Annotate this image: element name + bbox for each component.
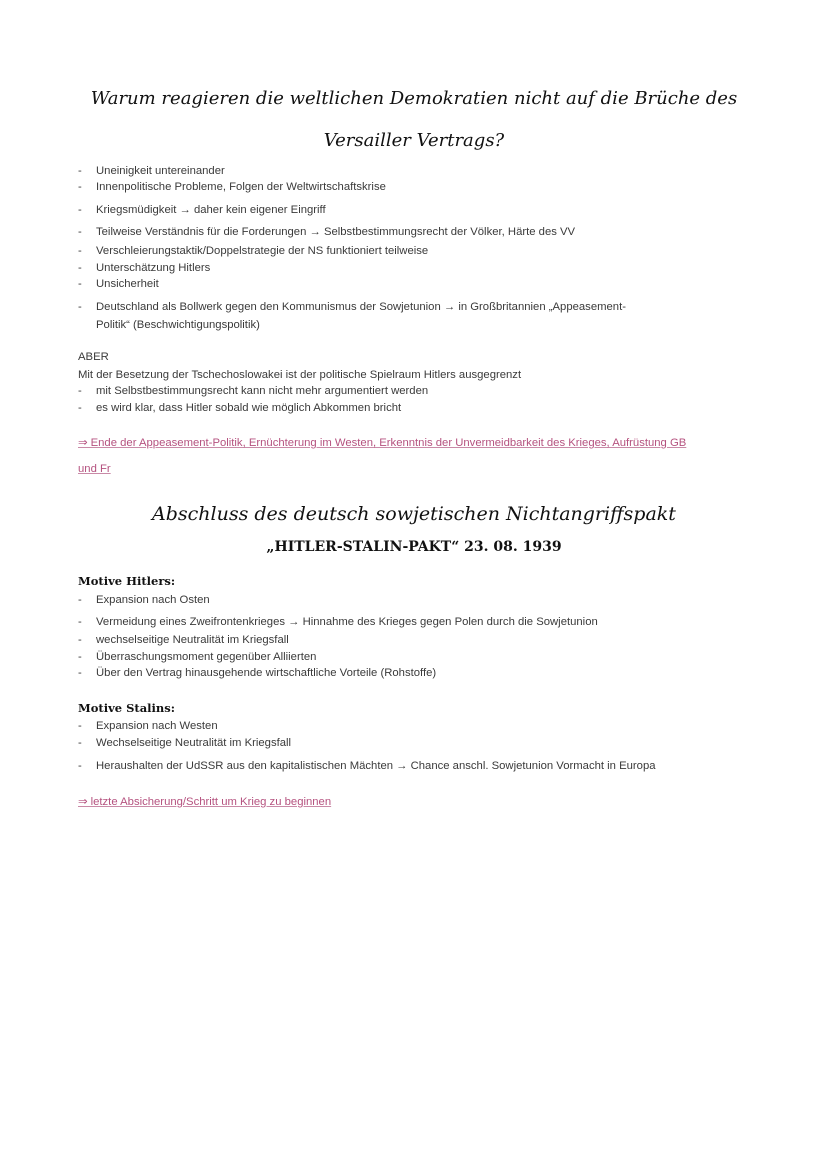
- list-item: - mit Selbstbestimmungsrecht kann nicht mehr argumentiert werden: [78, 385, 429, 397]
- list-item: - Über den Vertrag hinausgehende wirtschaftliche Vorteile (Rohstoffe): [78, 667, 437, 679]
- list-item: - Unsicherheit: [78, 278, 159, 290]
- list-item: - Vermeidung eines Zweifrontenkrieges → Hinnahme des Krieges gegen Polen durch die Sowjetunion: [78, 616, 598, 628]
- list-item: - Teilweise Verständnis für die Forderungen → Selbstbestimmungsrecht der Völker, Härte des VV: [78, 226, 576, 238]
- list-item: - Kriegsmüdigkeit → daher kein eigener Eingriff: [78, 204, 326, 216]
- list-item: - Heraushalten der UdSSR aus den kapitalistischen Mächten → Chance anschl. Sowjetunion Vormacht in Europa: [78, 760, 656, 772]
- title-line-2: Versailler Vertrags?: [323, 130, 505, 151]
- list-item: - wechselseitige Neutralität im Kriegsfall: [78, 634, 289, 646]
- title-line-1: Warum reagieren die weltlichen Demokratien nicht auf die Brüche des: [90, 88, 738, 109]
- list-item: - Expansion nach Westen: [78, 720, 218, 732]
- list-item: - Innenpolitische Probleme, Folgen der Weltwirtschaftskrise: [78, 181, 386, 193]
- conclusion-1: ⇒ Ende der Appeasement-Politik, Ernüchterung im Westen, Erkenntnis der Unvermeidbarkeit des Krieges, Aufrüstung GB: [78, 437, 687, 449]
- section2-subtitle: „HITLER-STALIN-PAKT“ 23. 08. 1939: [266, 539, 562, 555]
- list-item: - es wird klar, dass Hitler sobald wie möglich Abkommen bricht: [78, 402, 402, 414]
- list-item: - Deutschland als Bollwerk gegen den Kommunismus der Sowjetunion → in Großbritannien „Appeasement-: [78, 301, 626, 313]
- aber-text: Mit der Besetzung der Tschechoslowakei ist der politische Spielraum Hitlers ausgegrenzt: [78, 369, 522, 381]
- list-item: - Verschleierungstaktik/Doppelstrategie der NS funktioniert teilweise: [78, 245, 429, 257]
- list-item: - Wechselseitige Neutralität im Kriegsfall: [78, 737, 292, 749]
- aber-label: ABER: [78, 351, 109, 363]
- stalin-heading: Motive Stalins:: [78, 701, 175, 715]
- conclusion-2: ⇒ letzte Absicherung/Schritt um Krieg zu beginnen: [78, 796, 332, 808]
- list-item: - Uneinigkeit untereinander: [78, 165, 225, 177]
- list-item: - Unterschätzung Hitlers: [78, 262, 211, 274]
- list-item-continuation: Politik“ (Beschwichtigungspolitik): [96, 319, 260, 331]
- list-item: - Überraschungsmoment gegenüber Alliierten: [78, 651, 317, 663]
- conclusion-1-cont: und Fr: [78, 463, 111, 475]
- section2-title: Abschluss des deutsch sowjetischen Nichtangriffspakt: [152, 503, 676, 525]
- list-item: - Expansion nach Osten: [78, 594, 210, 606]
- hitler-heading: Motive Hitlers:: [78, 574, 176, 588]
